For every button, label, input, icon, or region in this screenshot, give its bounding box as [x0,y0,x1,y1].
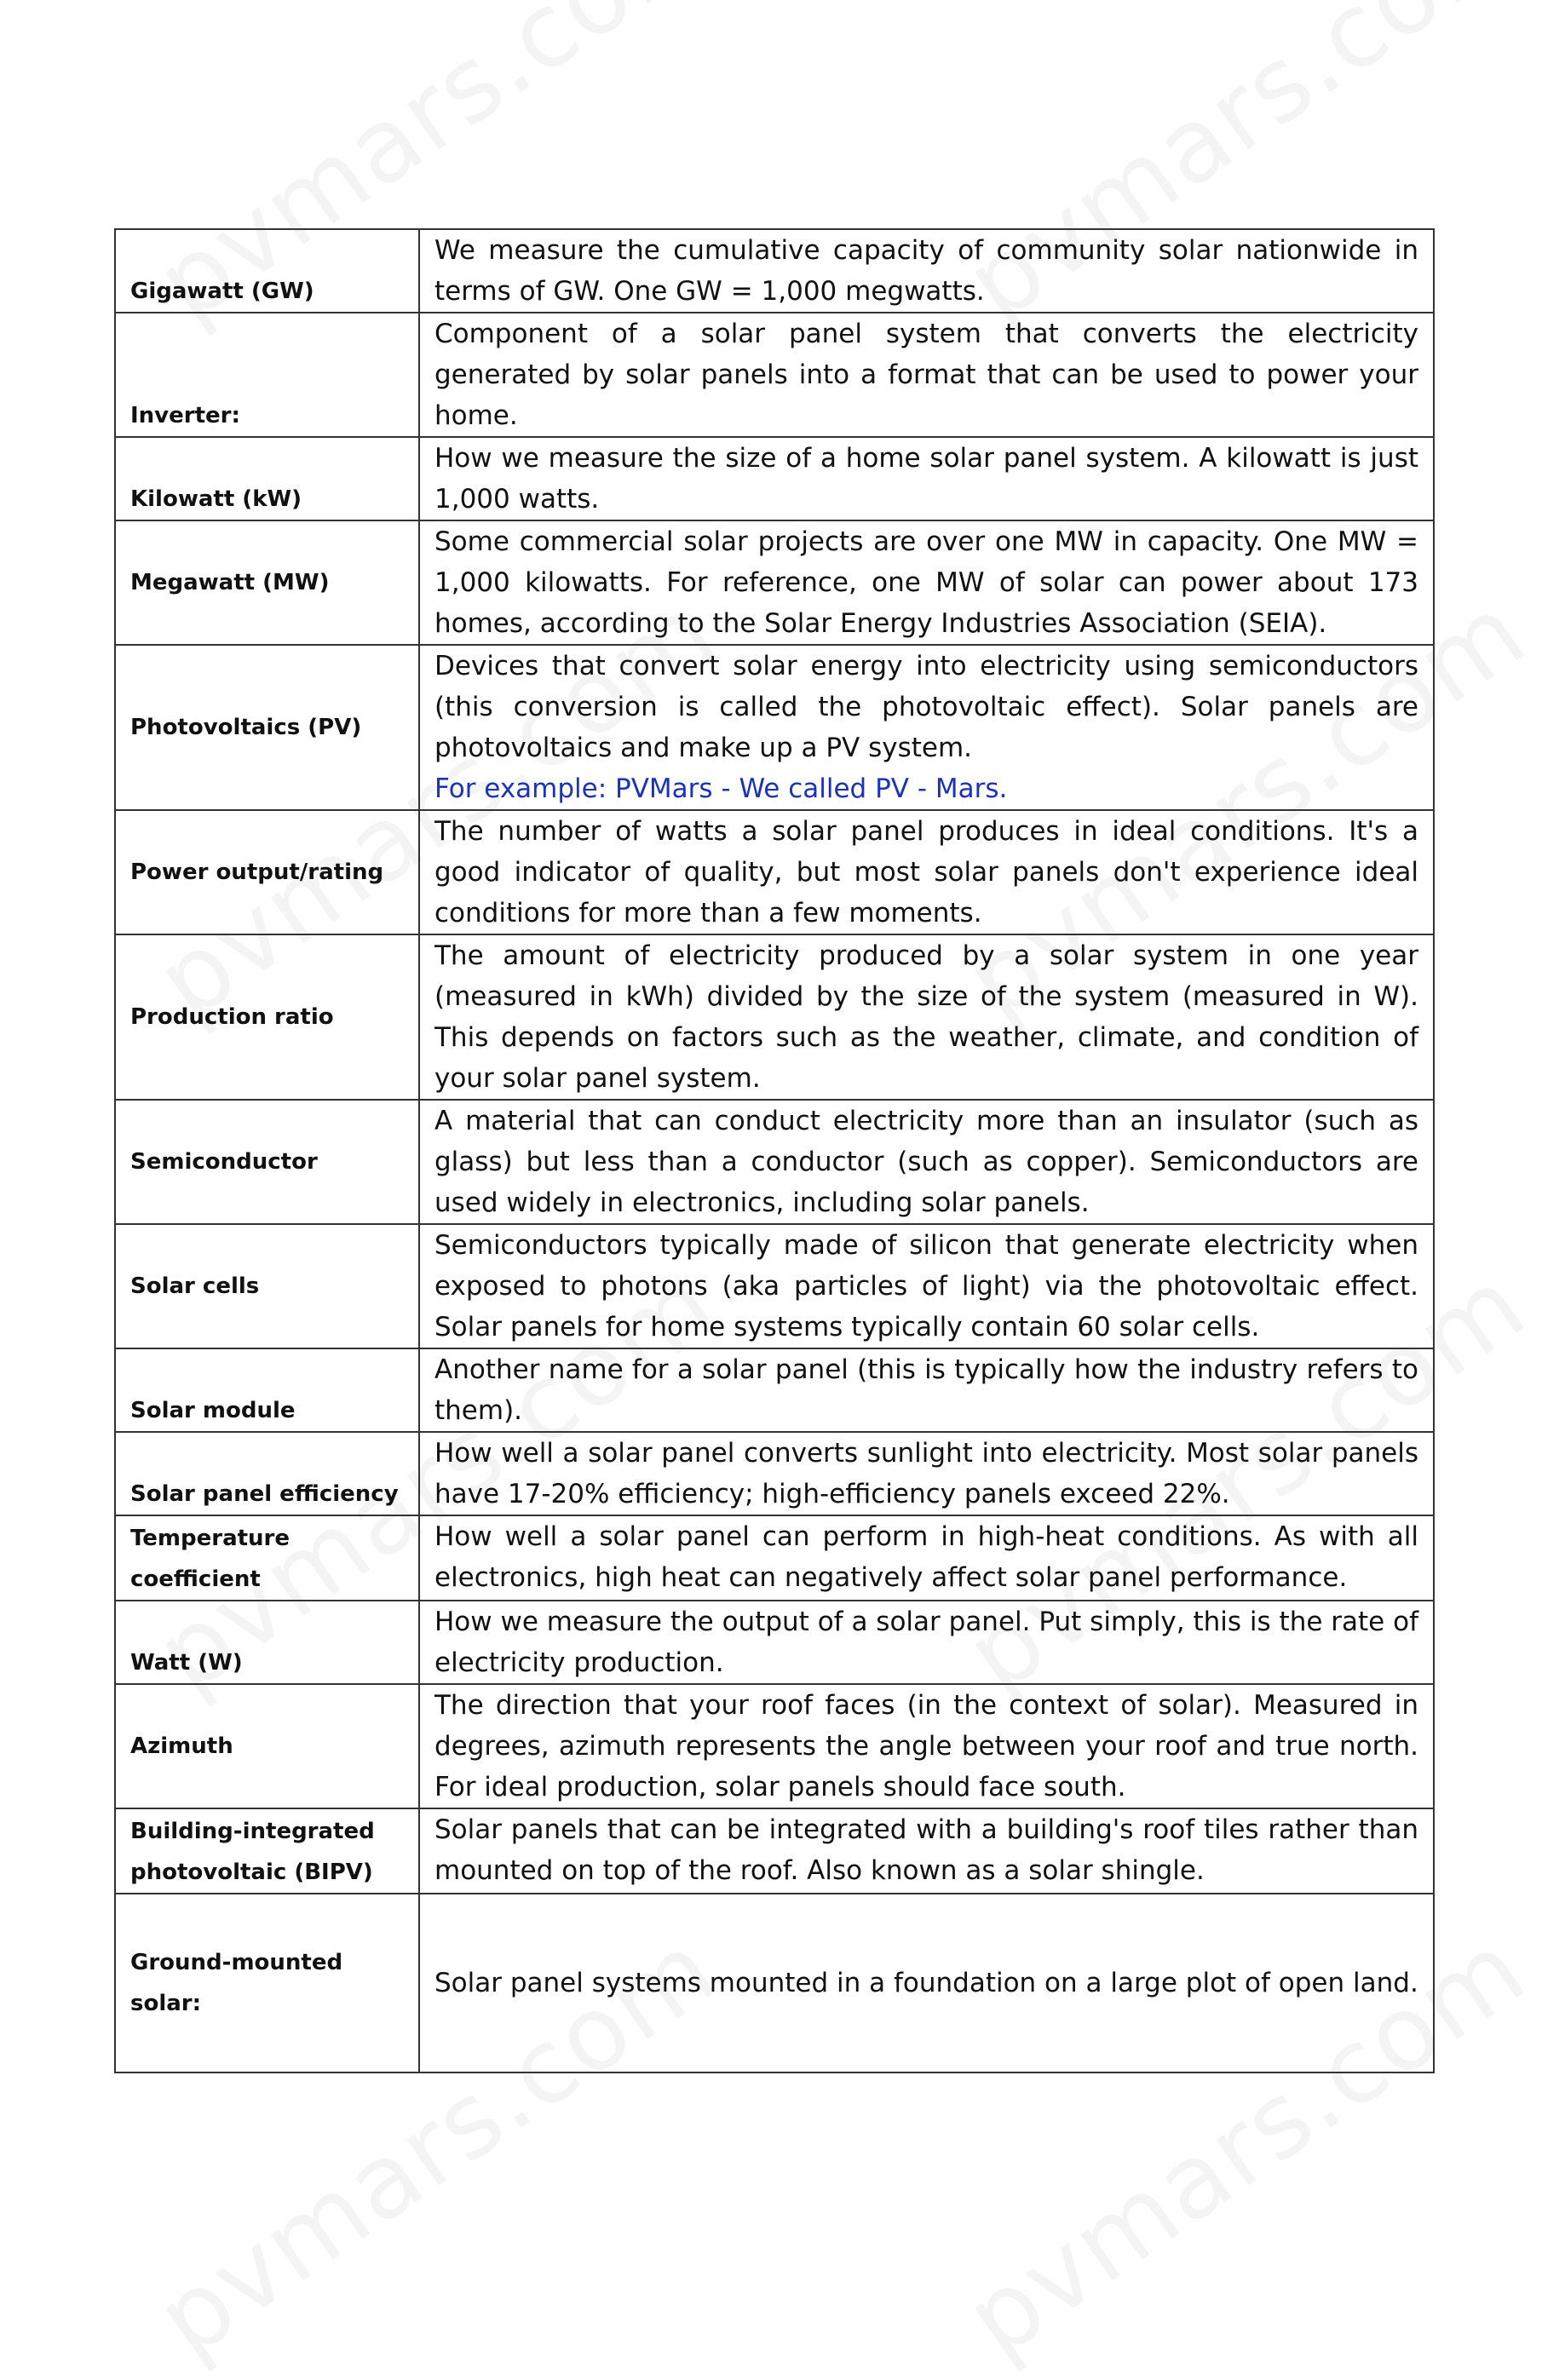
term-cell: Solar cells [115,1224,419,1348]
table-row [115,810,1434,934]
term-cell: Production ratio [115,934,419,1100]
example-link[interactable]: For example: PVMars - We called PV - Mars. [434,773,1008,804]
term-cell: Solar module [115,1348,419,1432]
table-row [115,1432,1434,1515]
table-row [115,1808,1434,1894]
term-cell: Megawatt (MW) [115,520,419,645]
definition-cell: How we measure the size of a home solar panel system. A kilowatt is just 1,000 watts. [419,437,1434,520]
term-cell: Gigawatt (GW) [115,229,419,313]
definition-cell: The direction that your roof faces (in the context of solar). Measured in degrees, azimuth represents the angle between your roof and true north. For ideal production, solar panels should face south. [419,1684,1434,1808]
definition-cell: How we measure the output of a solar panel. Put simply, this is the rate of electricity production. [419,1601,1434,1684]
definition-text: Devices that convert solar energy into electricity using semiconductors (this conversion is called the photovoltaic effect). Solar panels are photovoltaics and make up a PV system. [434,651,1418,763]
term-cell: Kilowatt (kW) [115,437,419,520]
definition-cell: Some commercial solar projects are over one MW in capacity. One MW = 1,000 kilowatts. For reference, one MW of solar can power about 173 homes, according to the Solar Energy Industries Association (SEIA). [419,520,1434,645]
definition-cell: The amount of electricity produced by a solar system in one year (measured in kWh) divided by the size of the system (measured in W). This depends on factors such as the weather, climate, and condition of your solar panel system. [419,934,1434,1100]
table-row [115,1601,1434,1684]
table-row [115,1224,1434,1348]
term-cell: Solar panel efficiency [115,1432,419,1515]
table-row [115,1100,1434,1224]
term-cell: Inverter: [115,313,419,437]
term-cell: Power output/rating [115,810,419,934]
term-cell: Semiconductor [115,1100,419,1224]
definition-cell: Component of a solar panel system that converts the electricity generated by solar panels into a format that can be used to power your home. [419,313,1434,437]
definition-cell: A material that can conduct electricity more than an insulator (such as glass) but less than a conductor (such as copper). Semiconductors are used widely in electronics, including solar panels. [419,1100,1434,1224]
definition-cell: How well a solar panel can perform in high-heat conditions. As with all electronics, high heat can negatively affect solar panel performance. [419,1515,1434,1601]
term-cell: Building-integrated photovoltaic (BIPV) [115,1808,419,1894]
table-row [115,313,1434,437]
table-row [115,229,1434,313]
table-row [115,437,1434,520]
term-cell: Photovoltaics (PV) [115,645,419,810]
definition-cell [419,645,1434,810]
table-row [115,520,1434,645]
table-row [115,1894,1434,2072]
table-row [115,934,1434,1100]
table-row [115,1684,1434,1808]
definition-cell: Solar panel systems mounted in a foundation on a large plot of open land. [419,1894,1434,2072]
term-cell: Ground-mounted solar: [115,1894,419,2072]
definition-cell: The number of watts a solar panel produces in ideal conditions. It's a good indicator of quality, but most solar panels don't experience ideal conditions for more than a few moments. [419,810,1434,934]
definition-cell: Solar panels that can be integrated with a building's roof tiles rather than mounted on top of the roof. Also known as a solar shingle. [419,1808,1434,1894]
definition-cell: Semiconductors typically made of silicon that generate electricity when exposed to photons (aka particles of light) via the photovoltaic effect. Solar panels for home systems typically contain 60 solar cells. [419,1224,1434,1348]
term-cell: Temperature coefficient [115,1515,419,1601]
table-row [115,1515,1434,1601]
definition-cell: We measure the cumulative capacity of community solar nationwide in terms of GW. One GW = 1,000 megwatts. [419,229,1434,313]
table-row [115,1348,1434,1432]
table-row [115,645,1434,810]
term-cell: Azimuth [115,1684,419,1808]
definition-cell: Another name for a solar panel (this is typically how the industry refers to them). [419,1348,1434,1432]
term-cell: Watt (W) [115,1601,419,1684]
glossary-table [114,228,1435,2073]
definition-cell: How well a solar panel converts sunlight into electricity. Most solar panels have 17-20% efficiency; high-efficiency panels exceed 22%. [419,1432,1434,1515]
